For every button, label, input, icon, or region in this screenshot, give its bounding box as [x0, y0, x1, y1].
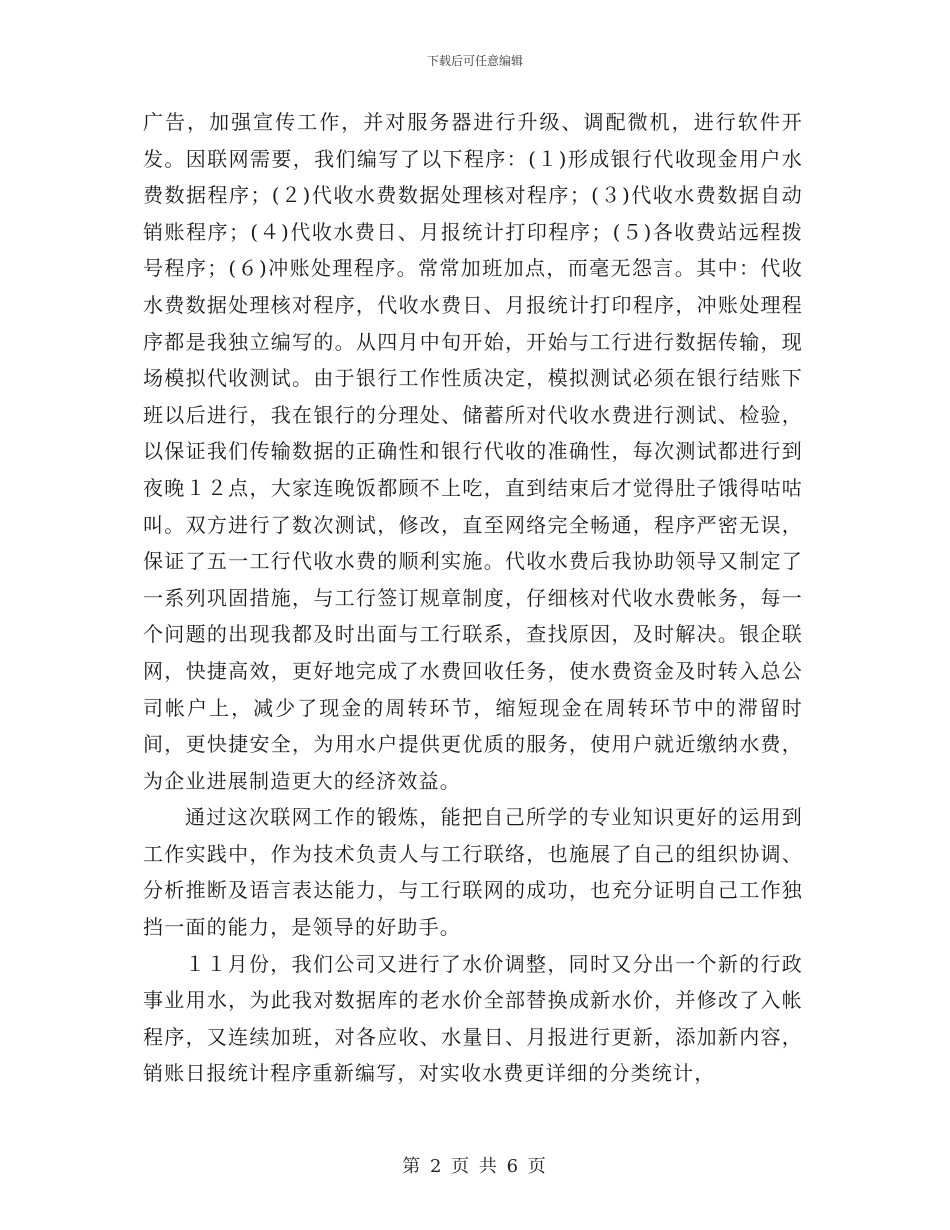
paragraph-3: １１月份，我们公司又进行了水价调整，同时又分出一个新的行政事业用水，为此我对数据库的老水价全部替换成新水价，并修改了入帐程序，又连续加班，对各应收、水量日、月报进行更新，添加新内容，销账日报统计程序重新编写，对实收水费更详细的分类统计，: [143, 951, 803, 1086]
paragraph-2: 通过这次联网工作的锻炼，能把自己所学的专业知识更好的运用到工作实践中，作为技术负责人与工行联络，也施展了自己的组织协调、分析推断及语言表达能力，与工行联网的成功，也充分证明自己工作独挡一面的能力，是领导的好助手。: [143, 805, 803, 940]
document-body: [143, 104, 803, 1092]
page-header: 下载后可任意编辑: [426, 54, 523, 68]
paragraph-1: 广告，加强宣传工作，并对服务器进行升级、调配微机，进行软件开发。因联网需要，我们编写了以下程序：(１)形成银行代收现金用户水费数据程序；(２)代收水费数据处理核对程序；(３)代收水费数据自动销账程序；(４)代收水费日、月报统计打印程序；(５)各收费站远程拨号程序；(６)冲账处理程序。常常加班加点，而毫无怨言。其中：代收水费数据处理核对程序，代收水费日、月报统计打印程序，冲账处理程序都是我独立编写的。从四月中旬开始，开始与工行进行数据传输，现场模拟代收测试。由于银行工作性质决定，模拟测试必须在银行结账下班以后进行，我在银行的分理处、储蓄所对代收水费进行测试、检验，以保证我们传输数据的正确性和银行代收的准确性，每次测试都进行到夜晚１２点，大家连晚饭都顾不上吃，直到结束后才觉得肚子饿得咕咕叫。双方进行了数次测试，修改，直至网络完全畅通，程序严密无误，保证了五一工行代收水费的顺利实施。代收水费后我协助领导又制定了一系列巩固措施，与工行签订规章制度，仔细核对代收水费帐务，每一个问题的出现我都及时出面与工行联系，查找原因，及时解决。银企联网，快捷高效，更好地完成了水费回收任务，使水费资金及时转入总公司帐户上，减少了现金的周转环节，缩短现金在周转环节中的滞留时间，更快捷安全，为用水户提供更优质的服务，使用户就近缴纳水费，为企业进展制造更大的经济效益。: [143, 110, 803, 793]
page-footer: 第 2 页 共 6 页: [402, 1156, 548, 1177]
